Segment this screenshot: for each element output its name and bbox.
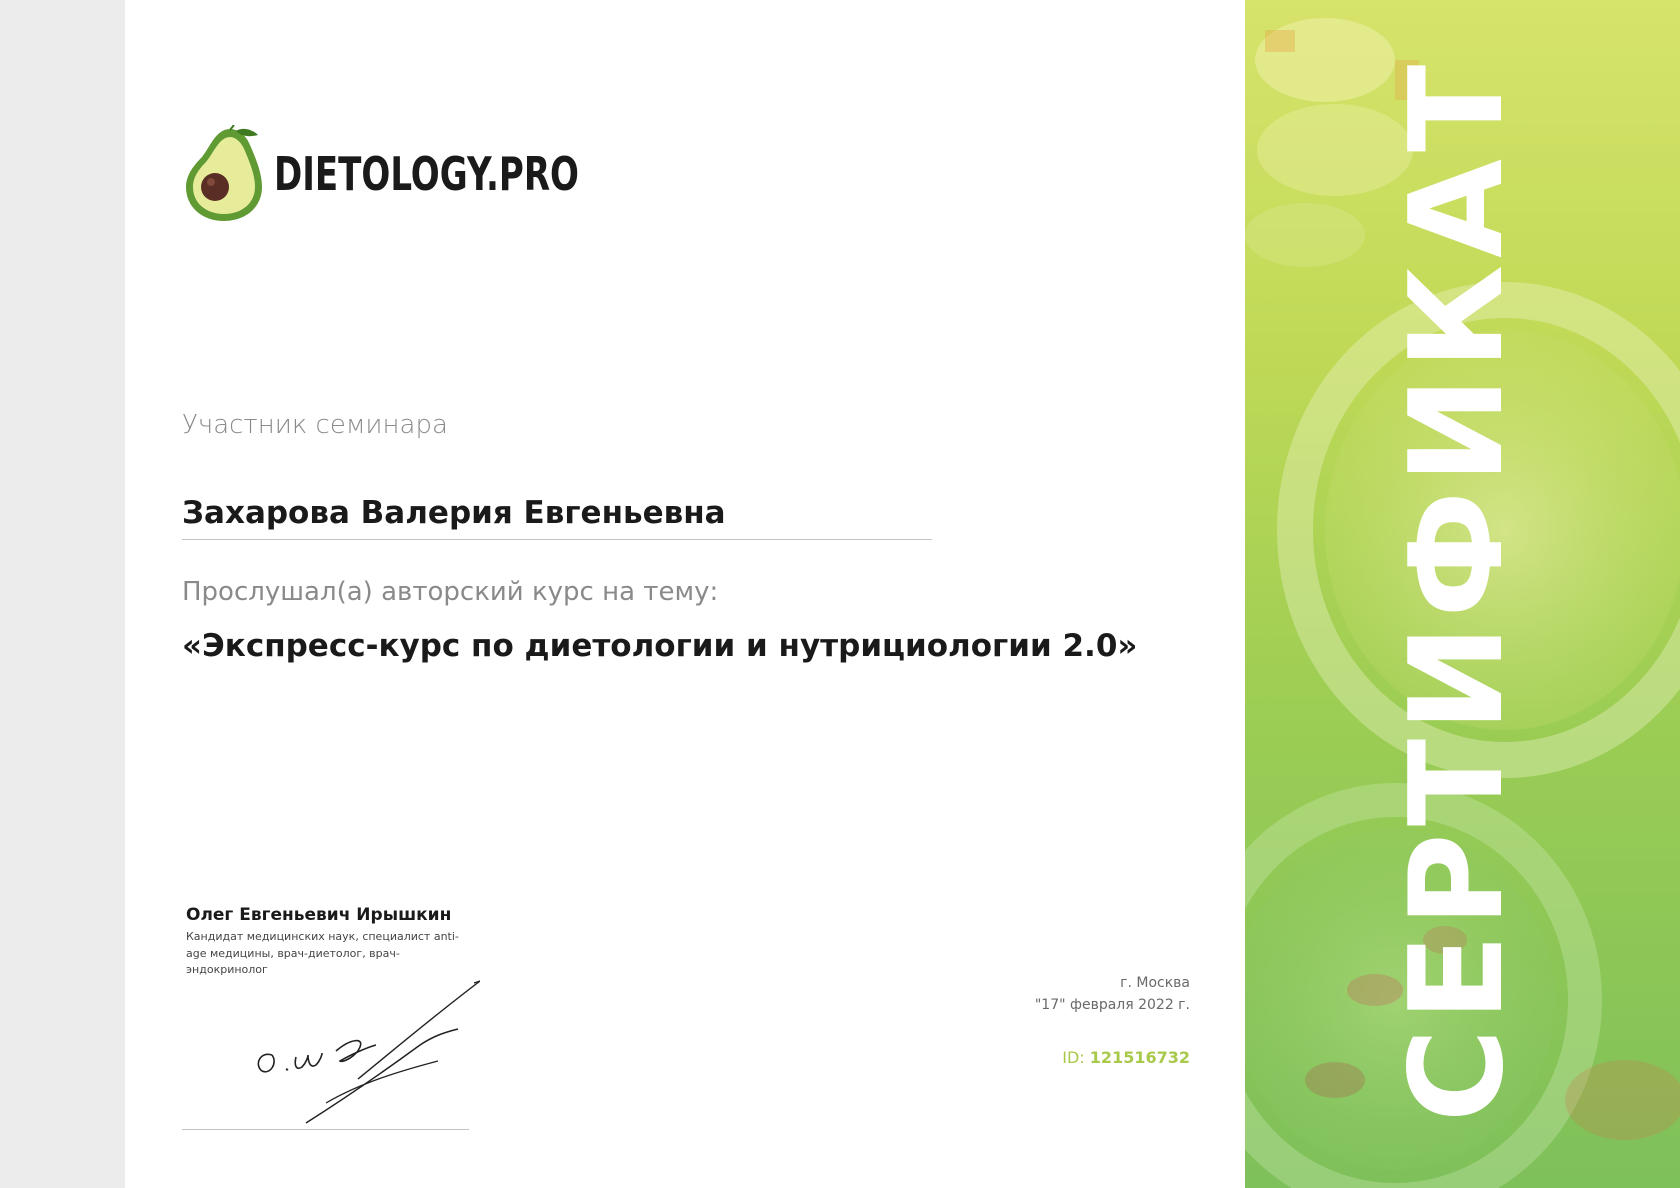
certificate-vertical-title: СЕРТИФИКАТ [1383,57,1532,1123]
signer-name: Олег Евгеньевич Ирышкин [186,905,452,925]
brand-name: DIETOLOGY.PRO [274,147,579,201]
signature-line [182,1129,469,1130]
issue-date: "17" февраля 2022 г. [1034,997,1190,1014]
handwritten-signature [180,975,480,1135]
issue-info [1035,972,1190,1017]
certificate-id-value: 121516732 [1089,1048,1190,1067]
certificate-id [1062,1048,1190,1067]
course-title: «Экспресс-курс по диетологии и нутрициологии 2.0» [182,628,1138,664]
participant-name-block [182,495,932,540]
certificate-id-label: ID: [1062,1048,1085,1067]
signer-block [186,905,476,979]
participant-label: Участник семинара [182,410,448,440]
issue-city: г. Москва [1120,975,1190,991]
signer-description: Кандидат медицинских наук, специалист anti-age медицины, врач-диетолог, врач-эндокринолог [186,930,459,976]
avocado-icon [180,125,266,223]
course-label: Прослушал(а) авторский курс на тему: [182,577,719,607]
brand-logo [180,125,686,223]
participant-name: Захарова Валерия Евгеньевна [182,495,726,531]
decorative-photo-band [1245,0,1680,1188]
certificate [125,0,1680,1188]
